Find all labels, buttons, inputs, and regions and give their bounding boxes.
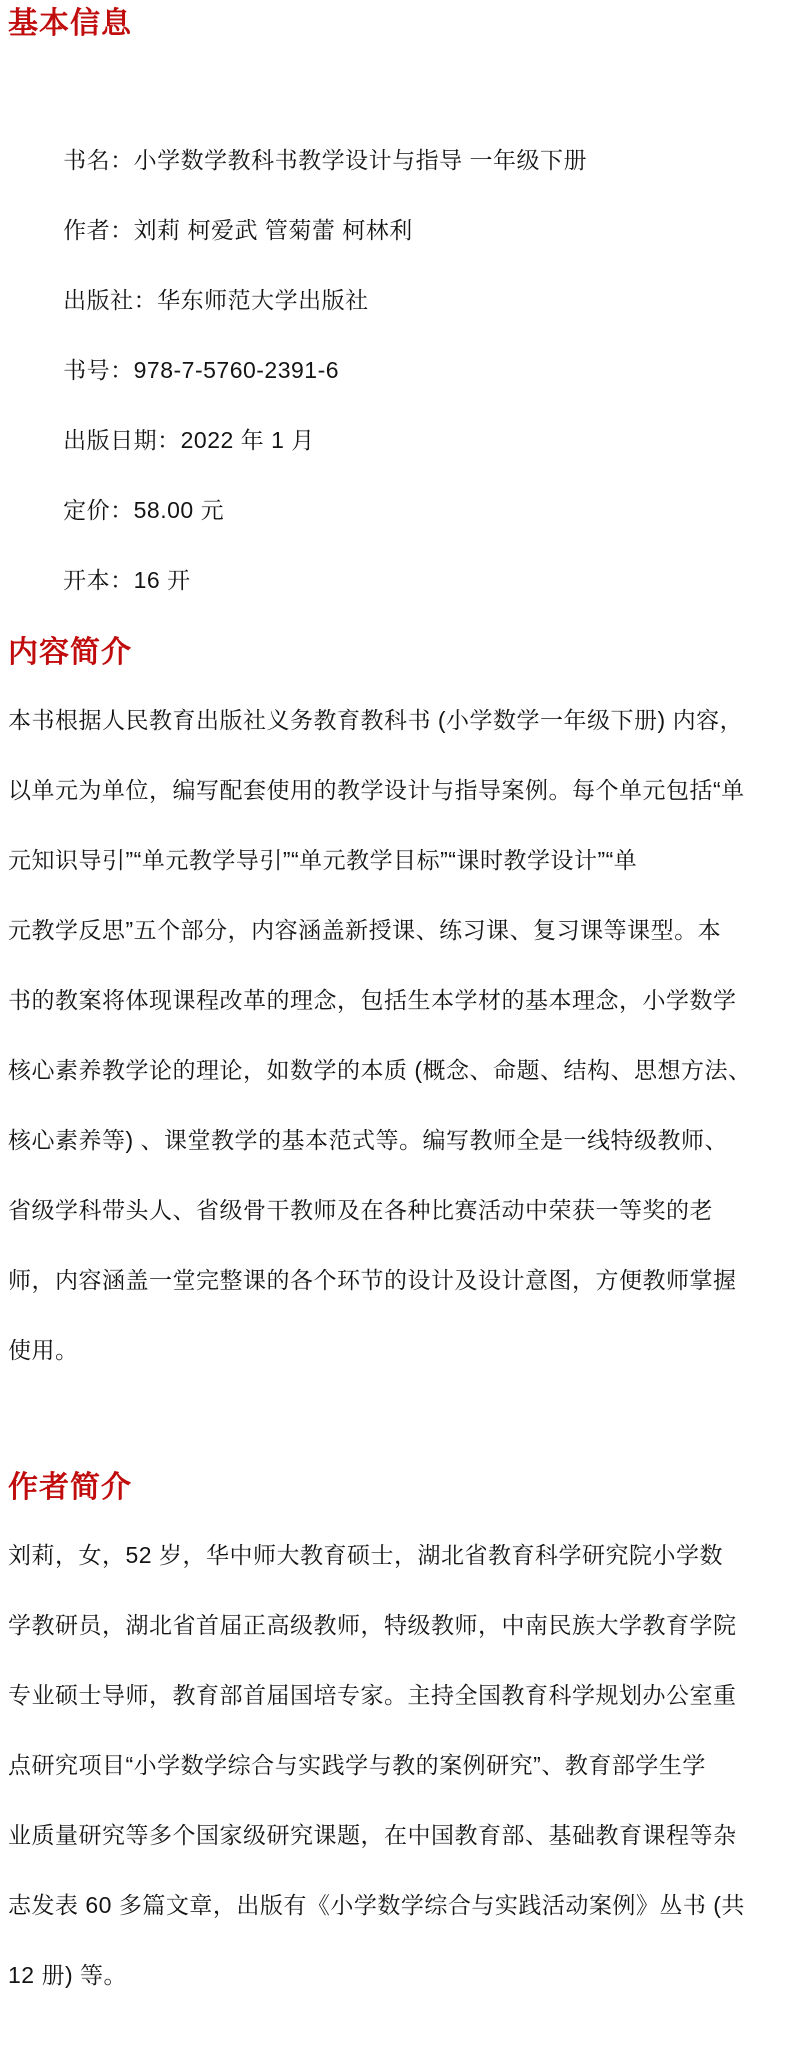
author-intro-line: 12 册) 等。 — [8, 1962, 128, 1988]
info-row-book-title — [8, 55, 776, 173]
content-intro-paragraph — [8, 685, 776, 1385]
publisher-label: 出版社： — [63, 287, 158, 313]
basic-info-section — [8, 6, 776, 593]
author-intro-line: 点研究项目“小学数学综合与实践学与教的案例研究”、教育部学生学 — [8, 1752, 706, 1778]
author-intro-section — [8, 1470, 776, 2010]
isbn-label: 书号： — [63, 357, 134, 383]
content-intro-heading: 内容简介 — [8, 636, 132, 669]
content-intro-line: 元知识导引”“单元教学导引”“单元教学目标”“课时教学设计”“单 — [8, 847, 638, 873]
publish-date-value: 2022 年 1 月 — [180, 427, 315, 453]
book-title-label: 书名： — [63, 147, 134, 173]
price-label: 定价： — [63, 497, 134, 523]
content-intro-line: 使用。 — [8, 1337, 79, 1363]
book-title-value: 小学数学教科书教学设计与指导 一年级下册 — [133, 147, 588, 173]
content-intro-line: 省级学科带头人、省级骨干教师及在各种比赛活动中荣获一等奖的老 — [8, 1197, 713, 1223]
publish-date-label: 出版日期： — [63, 427, 181, 453]
publisher-value: 华东师范大学出版社 — [157, 287, 369, 313]
content-intro-line: 以单元为单位，编写配套使用的教学设计与指导案例。每个单元包括“单 — [8, 777, 745, 803]
content-intro-section — [8, 635, 776, 1385]
author-intro-line: 业质量研究等多个国家级研究课题，在中国教育部、基础教育课程等杂 — [8, 1822, 737, 1848]
content-intro-line: 核心素养教学论的理论，如数学的本质 (概念、命题、结构、思想方法、 — [8, 1057, 752, 1083]
authors-label: 作者： — [63, 217, 134, 243]
basic-info-heading: 基本信息 — [8, 7, 132, 40]
authors-value: 刘莉 柯爱武 管菊蕾 柯林利 — [133, 217, 413, 243]
content-intro-line: 本书根据人民教育出版社义务教育教科书 (小学数学一年级下册) 内容， — [8, 707, 744, 733]
basic-info-fields — [8, 55, 776, 593]
content-intro-line: 师，内容涵盖一堂完整课的各个环节的设计及设计意图，方便教师掌握 — [8, 1267, 737, 1293]
format-label: 开本： — [63, 567, 134, 593]
content-intro-line: 元教学反思”五个部分，内容涵盖新授课、练习课、复习课等课型。本 — [8, 917, 722, 943]
price-value: 58.00 元 — [133, 497, 225, 523]
author-intro-line: 志发表 60 多篇文章，出版有《小学数学综合与实践活动案例》丛书 (共 — [8, 1892, 745, 1918]
content-intro-line: 核心素养等) 、课堂教学的基本范式等。编写教师全是一线特级教师、 — [8, 1127, 729, 1153]
author-intro-paragraph — [8, 1520, 776, 2010]
author-intro-line: 专业硕士导师，教育部首届国培专家。主持全国教育科学规划办公室重 — [8, 1682, 737, 1708]
author-intro-line: 刘莉，女，52 岁，华中师大教育硕士，湖北省教育科学研究院小学数 — [8, 1542, 723, 1568]
author-intro-line: 学教研员，湖北省首届正高级教师，特级教师，中南民族大学教育学院 — [8, 1612, 737, 1638]
content-intro-line: 书的教案将体现课程改革的理念，包括生本学材的基本理念，小学数学 — [8, 987, 737, 1013]
author-intro-heading: 作者简介 — [8, 1471, 132, 1504]
format-value: 16 开 — [133, 567, 191, 593]
isbn-value: 978-7-5760-2391-6 — [133, 357, 340, 383]
